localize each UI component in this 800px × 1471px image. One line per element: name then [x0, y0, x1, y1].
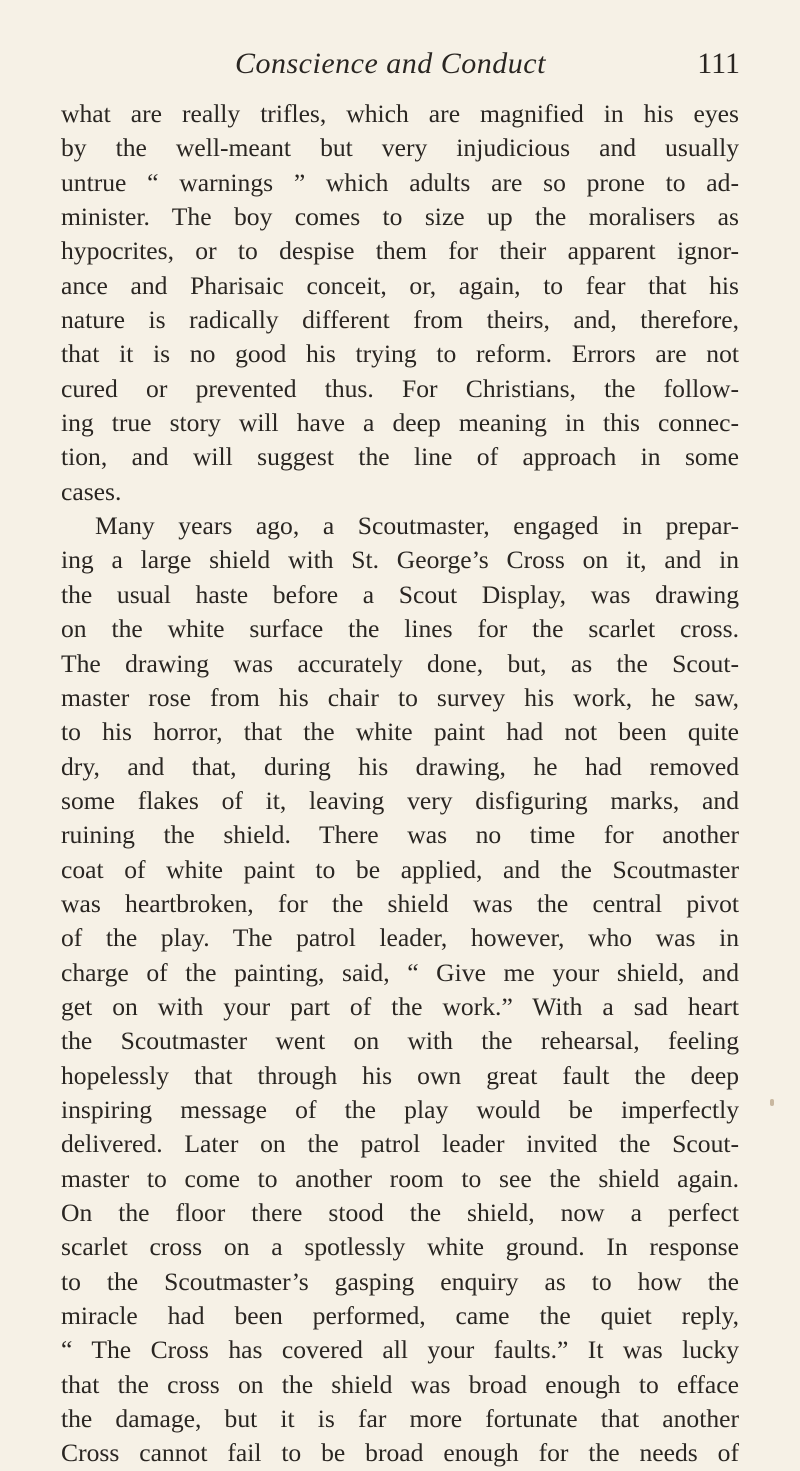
text-line: delivered. Later on the patrol leader invited the Scout-	[61, 1129, 739, 1159]
text-line: master to come to another room to see the shield again.	[61, 1163, 739, 1193]
text-line: Cross cannot fail to be broad enough for the needs of	[61, 1438, 739, 1468]
text-line: get on with your part of the work.” With a sad heart	[61, 991, 739, 1021]
text-line: dry, and that, during his drawing, he had removed	[61, 751, 739, 781]
text-line: of the play. The patrol leader, however, who was in	[61, 923, 739, 953]
text-line: Many years ago, a Scoutmaster, engaged in prepar-	[95, 511, 739, 541]
page-number: 111	[697, 47, 740, 80]
text-line: charge of the painting, said, “ Give me your shield, and	[61, 957, 739, 987]
text-line: On the floor there stood the shield, now a perfect	[61, 1198, 739, 1227]
body-text	[61, 97, 739, 1471]
text-line: by the well-meant but very injudicious and usually	[61, 133, 739, 163]
text-line: some flakes of it, leaving very disfiguring marks, and	[61, 785, 739, 815]
text-line: inspiring message of the play would be imperfectly	[61, 1094, 739, 1124]
text-line: untrue “ warnings ” which adults are so prone to ad-	[61, 167, 739, 197]
text-line: that it is no good his trying to reform. Errors are not	[61, 339, 739, 369]
text-line: scarlet cross on a spotlessly white ground. In response	[61, 1232, 739, 1262]
text-line: the Scoutmaster went on with the rehearsal, feeling	[61, 1026, 739, 1056]
text-line: to the Scoutmaster’s gasping enquiry as to how the	[61, 1266, 739, 1296]
text-line: ruining the shield. There was no time for another	[61, 820, 739, 850]
text-line: minister. The boy comes to size up the moralisers as	[61, 202, 739, 232]
text-line: hopelessly that through his own great fault the deep	[61, 1060, 739, 1090]
text-line: ing a large shield with St. George’s Cross on it, and in	[61, 545, 739, 575]
text-line: ing true story will have a deep meaning in this connec-	[61, 408, 739, 438]
text-line: ance and Pharisaic conceit, or, again, to fear that his	[61, 270, 739, 300]
text-line: master rose from his chair to survey his work, he saw,	[61, 682, 739, 712]
running-title: Conscience and Conduct	[235, 47, 546, 80]
paper-speck	[770, 1099, 774, 1106]
text-line: cases.	[61, 476, 122, 506]
text-line: miracle had been performed, came the quiet reply,	[61, 1301, 739, 1331]
text-line: “ The Cross has covered all your faults.” It was lucky	[61, 1335, 739, 1365]
text-line: nature is radically different from theirs, and, therefore,	[61, 305, 739, 335]
text-line: the usual haste before a Scout Display, was drawing	[61, 579, 739, 609]
text-line: hypocrites, or to despise them for their apparent ignor-	[61, 236, 739, 266]
text-line: The drawing was accurately done, but, as the Scout-	[61, 648, 739, 678]
text-line: that the cross on the shield was broad enough to efface	[61, 1369, 739, 1399]
text-line: on the white surface the lines for the scarlet cross.	[61, 614, 739, 644]
text-line: to his horror, that the white paint had not been quite	[61, 717, 739, 747]
text-line: the damage, but it is far more fortunate that another	[61, 1404, 739, 1434]
text-line: cured or prevented thus. For Christians, the follow-	[61, 373, 739, 403]
running-head	[60, 44, 740, 84]
text-line: tion, and will suggest the line of approach in some	[61, 442, 739, 472]
text-line: what are really trifles, which are magnified in his eyes	[61, 99, 739, 128]
text-line: coat of white paint to be applied, and the Scoutmaster	[61, 854, 739, 884]
text-line: was heartbroken, for the shield was the central pivot	[61, 888, 739, 918]
